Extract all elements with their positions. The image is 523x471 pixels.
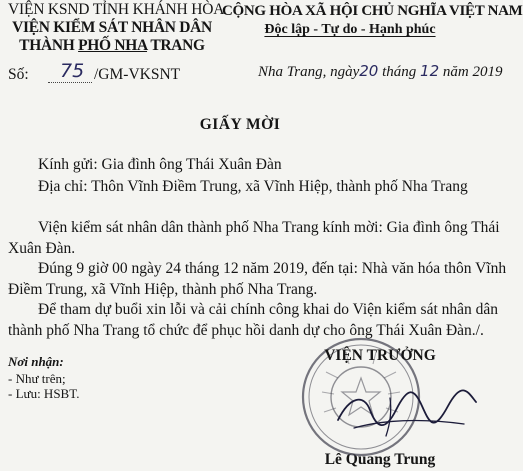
issue-date-day: 20 bbox=[359, 62, 379, 80]
national-title: CỘNG HÒA XÃ HỘI CHỦ NGHĨA VIỆT NAM bbox=[222, 3, 523, 19]
national-motto bbox=[222, 22, 478, 38]
doc-number-suffix: /GM-VKSNT bbox=[94, 66, 181, 83]
signer-name: Lê Quang Trung bbox=[324, 451, 436, 468]
address-line: Địa chỉ: Thôn Vĩnh Điềm Trung, xã Vĩnh Hiệp, thành phố Nha Trang bbox=[38, 178, 468, 195]
addressee-line: Kính gửi: Gia đình ông Thái Xuân Đàn bbox=[38, 156, 282, 173]
issue-date-year: năm 2019 bbox=[442, 64, 503, 80]
body-line: Đúng 9 giờ 00 ngày 24 tháng 12 năm 2019, đến tại: Nhà văn hóa thôn Vĩnh bbox=[38, 260, 507, 277]
agency-city bbox=[8, 37, 216, 55]
agency-city-pre: THÀNH bbox=[19, 37, 79, 54]
signer-role: VIỆN TRƯỞNG bbox=[324, 347, 436, 364]
national-motto-text: Độc lập - Tự do - Hạnh phúc bbox=[264, 22, 436, 37]
body-line: Xuân Đàn. bbox=[8, 240, 76, 257]
recipient-item: - Như trên; bbox=[8, 371, 66, 386]
body-line: Viện kiểm sát nhân dân thành phố Nha Trang kính mời: Gia đình ông Thái bbox=[38, 219, 500, 236]
recipients-title: Nơi nhận: bbox=[8, 354, 64, 369]
doc-number-dotted-line bbox=[48, 82, 92, 83]
agency-name: VIỆN KIỂM SÁT NHÂN DÂN bbox=[12, 19, 212, 36]
doc-number-handwritten: 75 bbox=[60, 60, 85, 82]
issue-date-month: 12 bbox=[420, 62, 440, 80]
issue-date-place: Nha Trang, ngày bbox=[258, 64, 360, 80]
document-title: GIẤY MỜI bbox=[199, 116, 281, 133]
issue-date-month-label: tháng bbox=[382, 64, 417, 80]
agency-city-underlined: PHỐ NHA bbox=[78, 37, 148, 54]
agency-parent: VIỆN KSND TỈNH KHÁNH HÒA bbox=[8, 1, 225, 18]
doc-number-prefix: Số: bbox=[8, 66, 29, 83]
recipient-item: - Lưu: HSBT. bbox=[8, 386, 80, 401]
body-line: thành phố Nha Trang tổ chức để phục hồi danh dự cho ông Thái Xuân Đàn./. bbox=[8, 322, 484, 339]
issue-date bbox=[258, 62, 502, 81]
agency-city-post: TRANG bbox=[147, 37, 205, 54]
body-line: Điềm Trung, xã Vĩnh Hiệp, thành phố Nha Trang. bbox=[8, 281, 318, 298]
body-line: Để tham dự buổi xin lỗi và cải chính công khai do Viện kiểm sát nhân dân bbox=[38, 301, 499, 318]
handwritten-signature bbox=[330, 376, 480, 444]
